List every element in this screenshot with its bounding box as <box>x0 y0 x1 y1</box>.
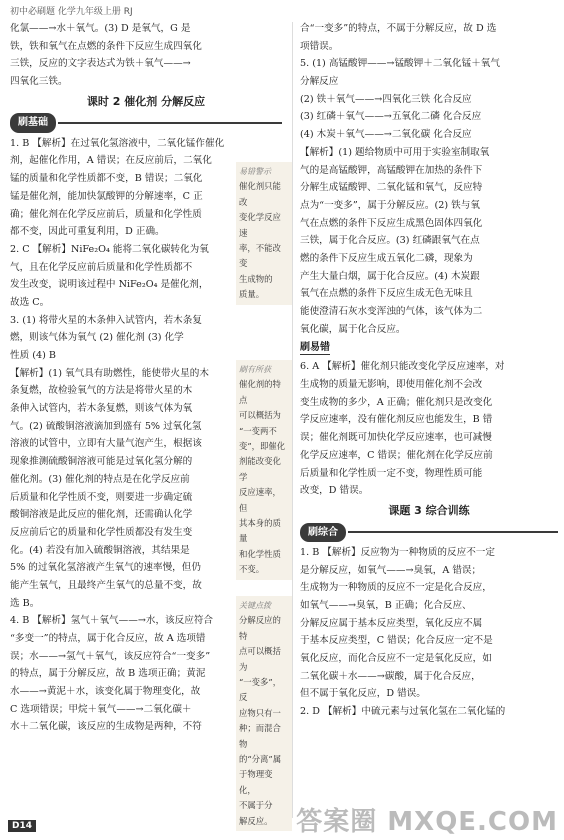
text-line: 燃的条件下反应生成五氧化二磷，现象为 <box>300 252 473 264</box>
text-line: 氧化碳，属于化合反应。 <box>300 323 406 335</box>
text-line: 水＋二氧化碳，该反应的生成物是两种，不符 <box>10 721 202 733</box>
text-line: 气的是高锰酸钾，高锰酸钾在加热的条件下 <box>300 164 483 176</box>
side-note-line: 点可以概括为 <box>239 646 281 672</box>
text-line: 合“一变多”的特点，不属于分解反应，故 D 选 <box>300 23 497 34</box>
page-number: D14 <box>8 820 36 832</box>
text-line: (4) 木炭＋氧气——→二氧化碳 化合反应 <box>300 129 472 141</box>
text-line: 2. C 【解析】NiFe₂O₄ 能将二氧化碳转化为氧 <box>10 243 209 255</box>
side-note-line: 率，不能改变 <box>239 243 281 269</box>
text-line: 能使澄清石灰水变浑浊的气体，该气体为二 <box>300 306 483 317</box>
text-line: “多变一”的特点，属于化合反应，故 A 选项错 <box>10 633 206 644</box>
text-line: 【解析】(1) 氧气具有助燃性，能使带火星的木 <box>10 367 209 379</box>
text-line: 酸铜溶液是此反应的催化剂，还需确认化学 <box>10 509 193 521</box>
text-line: 化氯——→水＋氧气。(3) D 是氧气，G 是 <box>10 23 191 34</box>
text-line: 如氧气——→臭氧，B 正确；化合反应、 <box>300 599 472 611</box>
text-line: 确；催化剂在化学反应前后，质量和化学性质 <box>10 208 202 220</box>
section-bar-label: 刷基础 <box>10 113 56 133</box>
text-line: (2) 铁＋氧气——→四氧化三铁 化合反应 <box>300 93 472 105</box>
text-line: 锰是催化剂，能加快氯酸钾的分解速率，C 正 <box>10 190 203 202</box>
text-line: 条复燃，故检验氧气的方法是将带火星的木 <box>10 385 193 397</box>
right-column <box>300 20 558 721</box>
text-line: 能产生氧气，且最终产生氧气的总量不变，故 <box>10 579 202 591</box>
text-line: 三铁，属于化合反应。(3) 红磷跟氧气在点 <box>300 235 480 247</box>
text-line: 项错误。 <box>300 40 339 52</box>
text-line: 现象推测硫酸铜溶液可能是过氧化氢分解的 <box>10 456 193 468</box>
text-line: 于基本反应类型，C 错误；化合反应一定不是 <box>300 635 493 647</box>
text-line: 三铁，反应的文字表达式为铁＋氧气——→ <box>10 58 191 70</box>
section-bar <box>10 114 282 133</box>
text-line: 气在点燃的条件下反应生成黑色固体四氧化 <box>300 217 483 229</box>
text-line: 4. B 【解析】氢气＋氧气——→水，该反应符合 <box>10 615 214 627</box>
text-line: 是分解反应，如氧气——→臭氧，A 错误； <box>300 564 482 576</box>
text-line: 2. D 【解析】中硫元素与过氧化氢在二氧化锰的 <box>300 706 506 718</box>
text-line: 发生改变，说明该过程中 NiFe₂O₄ 是催化剂， <box>10 279 209 291</box>
column-divider <box>292 22 293 818</box>
side-note-line: 质量。 <box>239 289 265 300</box>
section-bar <box>300 523 558 542</box>
text-line: 四氧化三铁。 <box>10 76 68 88</box>
section-title: 课时 2 催化剂 分解反应 <box>86 94 206 108</box>
text-line: 分解反应属于基本反应类型，氧化反应不属 <box>300 617 483 629</box>
text-line: 改变，D 错误。 <box>300 485 369 497</box>
side-note-line: 其本身的质量 <box>239 518 281 544</box>
text-line: 化学反应速率，C 错误；催化剂在化学反应前 <box>300 449 493 461</box>
watermark: 答案圈 MXQE.COM <box>296 807 558 837</box>
side-note-line: 反应速率，但 <box>239 487 281 513</box>
side-note-line: 催化剂的特点 <box>239 379 281 405</box>
side-note-line: 分解反应的特 <box>239 615 281 641</box>
text-line: 变生成物的多少，A 正确；催化剂只是改变化 <box>300 396 493 408</box>
side-note-line: “一变两不 <box>239 425 277 436</box>
text-line: 1. B 【解析】反应物为一种物质的反应不一定 <box>300 546 495 558</box>
text-line: 但不属于氧化反应，D 错误。 <box>300 688 426 700</box>
text-line: 生成物为一种物质的反应不一定是化合反应， <box>300 582 492 594</box>
text-line: (3) 红磷＋氧气——→五氧化二磷 化合反应 <box>300 111 482 123</box>
side-note-line: 不属于分 <box>239 800 273 811</box>
text-line: 气，且在化学反应前后质量和化学性质都不 <box>10 261 193 273</box>
text-line: 铁，铁和氧气在点燃的条件下反应生成四氧化 <box>10 40 202 52</box>
subsection-heading <box>300 338 558 358</box>
side-note-line: 种；而混合物 <box>239 723 281 749</box>
text-line: 催化剂。(3) 催化剂的特点是在化学反应前 <box>10 473 190 485</box>
side-note-line: 和化学性质 <box>239 548 281 559</box>
text-line: 二氧化碳＋水——→碳酸，属于化合反应， <box>300 670 481 682</box>
side-note-tag: 刷有所获 <box>239 365 271 374</box>
side-note-line: 生成物的 <box>239 273 273 284</box>
side-note-tag: 易错警示 <box>239 167 271 176</box>
side-note <box>236 162 292 305</box>
side-note-line: 应物只有一 <box>239 707 281 718</box>
section-bar-rule <box>348 531 558 533</box>
section-bar-rule <box>58 122 282 124</box>
text-line: 点为“一变多”，属于分解反应。(2) 铁与氧 <box>300 199 480 211</box>
side-note <box>236 596 292 831</box>
side-note <box>236 360 292 580</box>
text-line: 1. B 【解析】在过氧化氢溶液中，二氧化锰作催化 <box>10 137 225 149</box>
text-line: 学反应速率，没有催化剂反应也能发生，B 错 <box>300 414 493 426</box>
text-line: C 选项错误；甲烷＋氧气——→二氧化碳＋ <box>10 703 192 715</box>
side-note-line: 的“分离”属 <box>239 754 282 765</box>
text-line: 生成物的质量无影响，即使用催化剂不会改 <box>300 379 483 391</box>
text-line: 剂，起催化作用，A 错误；在反应前后，二氧化 <box>10 155 212 167</box>
side-note-line: 解反应。 <box>239 815 273 826</box>
text-line: 误；催化剂既可加快化学反应速率，也可减慢 <box>300 432 492 444</box>
section-title: 课题 3 综合训练 <box>388 503 470 517</box>
text-line: 分解反应 <box>300 76 339 88</box>
side-note-line: 不变。 <box>239 564 265 575</box>
side-note-line: 可以概括为 <box>239 410 281 421</box>
subsection-heading-label: 刷易错 <box>300 342 330 354</box>
side-note-line: 于物理变化， <box>239 769 273 795</box>
section-bar-label: 刷综合 <box>300 523 346 543</box>
text-line: 氧气在点燃的条件下反应生成无色无味且 <box>300 288 473 300</box>
text-line: 的特点，属于分解反应，故 B 选项正确；黄泥 <box>10 668 206 680</box>
text-line: 化。(4) 若没有加入硫酸铜溶液，其结果是 <box>10 544 190 556</box>
text-line: 产生大量白烟，属于化合反应。(4) 木炭跟 <box>300 270 480 282</box>
text-line: 后质量和化学性质不变，则要进一步确定硫 <box>10 491 193 503</box>
text-line: 反应前后它的质量和化学性质都没有发生变 <box>10 526 193 538</box>
text-line: 条伸入试管内，若木条复燃，则该气体为氧 <box>10 403 193 415</box>
text-line: 选 B。 <box>10 597 40 609</box>
side-note-line: 剂能改变化学 <box>239 456 281 482</box>
text-line: 6. A 【解析】催化剂只能改变化学反应速率，对 <box>300 361 505 373</box>
text-line: 溶液的试管中，立即有大量气泡产生，根据该 <box>10 438 202 450</box>
text-line: 5% 的过氧化氢溶液产生氧气的速率慢，但仍 <box>10 562 201 574</box>
side-note-tag: 关键点拨 <box>239 601 271 610</box>
text-line: 水——→黄泥＋水，该变化属于物理变化，故 <box>10 686 201 698</box>
text-line: 3. (1) 将带火星的木条伸入试管内，若木条复 <box>10 314 202 326</box>
text-line: 后质量和化学性质一定不变，物理性质可能 <box>300 467 483 479</box>
text-line: 【解析】(1) 题给物质中可用于实验室制取氧 <box>300 146 490 158</box>
text-line: 分解生成锰酸钾、二氧化锰和氧气，反应特 <box>300 182 483 194</box>
text-line: 故选 C。 <box>10 296 50 308</box>
text-line: 燃，则该气体为氧气 (2) 催化剂 (3) 化学 <box>10 332 184 344</box>
side-note-line: “一变多”，反 <box>239 677 282 703</box>
text-line: 氧化反应，而化合反应不一定是氧化反应，如 <box>300 653 492 664</box>
text-line: 锰的质量和化学性质都不变，B 错误；二氧化 <box>10 173 203 185</box>
text-line: 气。(2) 硫酸铜溶液滴加到盛有 5% 过氧化氢 <box>10 420 202 432</box>
side-note-line: 变”，即催化 <box>239 441 286 452</box>
side-note-line: 变化学反应速 <box>239 212 281 238</box>
text-line: 5. (1) 高锰酸钾——→锰酸钾＋二氧化锰＋氧气 <box>300 58 500 70</box>
text-line: 性质 (4) B <box>10 350 56 361</box>
running-header: 初中必刷题 化学九年级上册 RJ <box>10 7 133 17</box>
text-line: 都不变，因此可重复利用，D 正确。 <box>10 226 165 238</box>
side-note-line: 催化剂只能改 <box>239 181 281 207</box>
text-line: 误；水——→氢气＋氧气，该反应符合“一变多” <box>10 650 211 662</box>
